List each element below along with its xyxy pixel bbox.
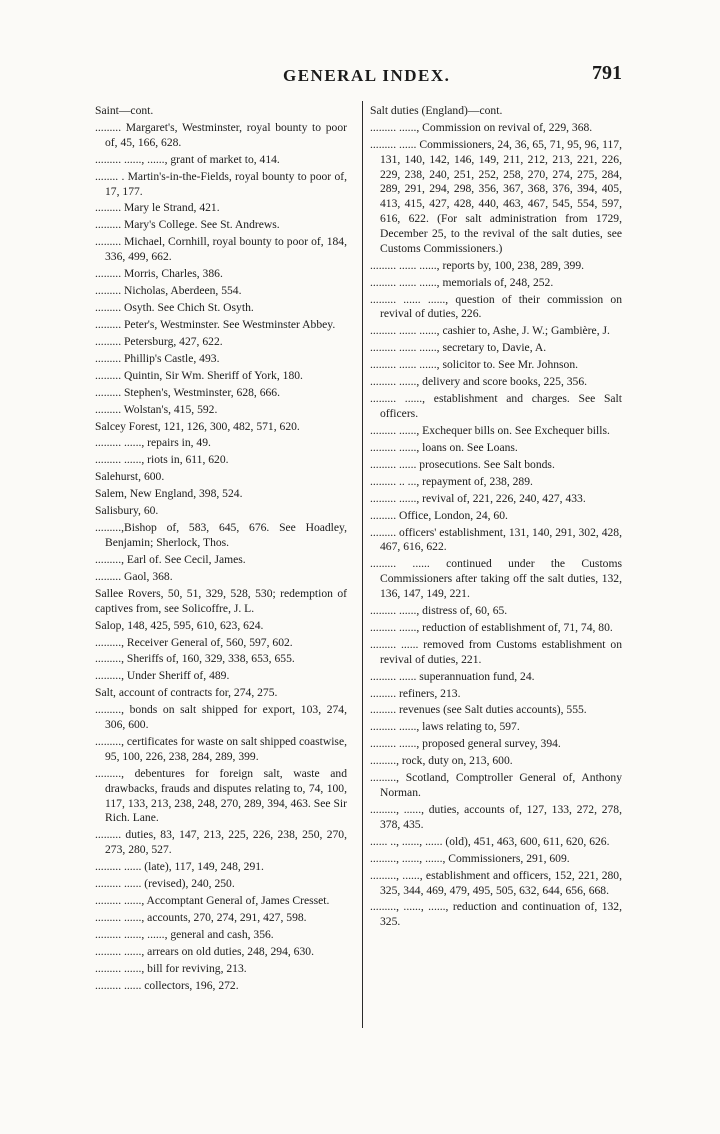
index-entry: .........,Bishop of, 583, 645, 676. See Hoadley, Benjamin; Sherlock, Thos.: [95, 521, 347, 549]
index-entry: ......... Phillip's Castle, 493.: [95, 351, 220, 365]
index-entry: ......... ......, Exchequer bills on. See Exchequer bills.: [370, 423, 610, 437]
running-title: GENERAL INDEX.: [283, 66, 451, 85]
index-entry: ......... ......, arrears on old duties, 248, 294, 630.: [95, 944, 314, 958]
index-entry: Salcey Forest, 121, 126, 300, 482, 571, 620.: [95, 419, 300, 433]
index-entry: ...... .., ......, ...... (old), 451, 463, 600, 611, 620, 626.: [370, 834, 610, 848]
index-entry: ........., ......, duties, accounts of, 127, 133, 272, 278, 378, 435.: [370, 803, 622, 831]
page-header: [0, 60, 720, 88]
index-entry: ......... Office, London, 24, 60.: [370, 508, 508, 522]
index-entry: ......... ...... prosecutions. See Salt bonds.: [370, 457, 555, 471]
index-entry: ......... ......, ......, grant of market to, 414.: [95, 152, 280, 166]
index-entry: ......... Mary le Strand, 421.: [95, 201, 220, 215]
index-entry: ......... Peter's, Westminster. See Westminster Abbey.: [95, 317, 336, 331]
index-entry: Salop, 148, 425, 595, 610, 623, 624.: [95, 618, 264, 632]
index-entry: ........., Receiver General of, 560, 597, 602.: [95, 635, 293, 649]
index-entry: ........., ......, ......, Commissioners, 291, 609.: [370, 851, 570, 865]
index-entry: ......... Petersburg, 427, 622.: [95, 334, 223, 348]
index-entry: ......... Margaret's, Westminster, royal bounty to poor of, 45, 166, 628.: [95, 120, 347, 149]
index-entry: ........., rock, duty on, 213, 600.: [370, 754, 513, 768]
index-entry: ......... ...... continued under the Customs Commissioners after taking off the salt duties, 132, 136, 147, 149, 221.: [370, 557, 622, 600]
index-entry: ........ . Martin's-in-the-Fields, royal bounty to poor of, 17, 177.: [95, 169, 347, 198]
index-entry: ......... ......, establishment and charges. See Salt officers.: [370, 392, 622, 420]
index-entry: ......... .. ..., repayment of, 238, 289.: [370, 474, 533, 488]
index-entry: ......... Stephen's, Westminster, 628, 666.: [95, 385, 281, 399]
index-entry: Salem, New England, 398, 524.: [95, 487, 243, 501]
index-entry: ......... ......, proposed general survey, 394.: [370, 737, 561, 751]
index-entry: ......... refiners, 213.: [370, 686, 461, 700]
index-entry: ......... ......, delivery and score books, 225, 356.: [370, 375, 588, 389]
index-entry: ........., Under Sheriff of, 489.: [95, 669, 230, 683]
index-entry: ........., bonds on salt shipped for export, 103, 274, 306, 600.: [95, 703, 347, 732]
index-entry: ........., ......, ......, reduction and continuation of, 132, 325.: [370, 900, 622, 929]
index-entry: Saint—cont.: [95, 104, 154, 117]
index-entry: ........., ......, establishment and officers, 152, 221, 280, 325, 344, 469, 479, 495, 505, 632, 644, 656, 668.: [370, 868, 622, 897]
index-entry: ......... ......, Accomptant General of, James Cresset.: [95, 893, 330, 907]
index-entry: ......... Nicholas, Aberdeen, 554.: [95, 284, 242, 298]
index-entry: ......... ...... Commissioners, 24, 36, 65, 71, 95, 96, 117, 131, 140, 142, 146, 149, 211, 212, 213, 221, 226, 229, 238, 240, 251, 252, 258, 270, 274, 275, 284, 289, 291, 294, 298, 356, 367, 368, 376, 394, 405, 413, 415, 427, 428, 440, 463, 467, 545, 554, 597, 616, 622. (For salt administration from 1729, December 25, to the revival of the salt duties, see Customs Commissioners.): [370, 137, 622, 255]
left-column: [95, 104, 347, 996]
index-entry: ......... ...... ......, cashier to, Ashe, J. W.; Gambière, J.: [370, 324, 610, 338]
index-entry: ......... ...... ......, reports by, 100, 238, 289, 399.: [370, 258, 585, 272]
index-entry: ......... ......, loans on. See Loans.: [370, 440, 518, 454]
column-divider: [362, 101, 363, 1028]
index-entry: ......... ...... superannuation fund, 24.: [370, 669, 535, 683]
index-entry: ......... ...... ......, memorials of, 248, 252.: [370, 275, 554, 289]
index-entry: ......... ...... (revised), 240, 250.: [95, 877, 235, 891]
index-entry: ........., Sheriffs of, 160, 329, 338, 653, 655.: [95, 652, 295, 666]
index-entry: ......... Mary's College. See St. Andrews.: [95, 218, 280, 232]
index-entry: ......... Morris, Charles, 386.: [95, 267, 223, 281]
index-entry: ......... ......, Commission on revival of, 229, 368.: [370, 120, 593, 134]
index-entry: ......... officers' establishment, 131, 140, 291, 302, 428, 467, 616, 622.: [370, 525, 622, 554]
index-entry: ......... ......, riots in, 611, 620.: [95, 453, 229, 467]
index-entry: ......... Wolstan's, 415, 592.: [95, 402, 218, 416]
index-entry: ......... duties, 83, 147, 213, 225, 226, 238, 250, 270, 273, 280, 527.: [95, 828, 347, 857]
index-entry: ......... ...... ......, question of their commission on revival of duties, 226.: [370, 292, 622, 321]
index-entry: ......... ...... ......, secretary to, Davie, A.: [370, 341, 547, 355]
index-entry: ......... ......, laws relating to, 597.: [370, 720, 520, 734]
index-entry: Salt duties (England)—cont.: [370, 104, 503, 117]
index-entry: ......... Osyth. See Chich St. Osyth.: [95, 300, 254, 314]
right-column: [370, 104, 622, 932]
index-entry: ......... ......, distress of, 60, 65.: [370, 603, 508, 617]
index-entry: ........., certificates for waste on salt shipped coastwise, 95, 100, 226, 238, 284, 289, 399.: [95, 735, 347, 763]
index-entry: ......... ......, ......, general and cash, 356.: [95, 927, 274, 941]
index-entry: Sallee Rovers, 50, 51, 329, 528, 530; redemption of captives from, see Solicoffre, J. L.: [95, 586, 347, 615]
index-entry: ......... ......, bill for reviving, 213.: [95, 961, 247, 975]
index-entry: ......... ...... removed from Customs establishment on revival of duties, 221.: [370, 637, 622, 666]
index-entry: ......... ...... (late), 117, 149, 248, 291.: [95, 860, 264, 874]
index-entry: ......... ......, revival of, 221, 226, 240, 427, 433.: [370, 491, 586, 505]
index-entry: ........., Earl of. See Cecil, James.: [95, 552, 246, 566]
page-number: 791: [592, 62, 622, 84]
index-entry: Salisbury, 60.: [95, 504, 159, 518]
index-entry: ......... Quintin, Sir Wm. Sheriff of York, 180.: [95, 368, 303, 382]
index-entry: ........., debentures for foreign salt, waste and drawbacks, frauds and disputes relating to, 74, 100, 117, 133, 213, 238, 248, 270, 289, 394, 463. See Sir Rich. Lane.: [95, 766, 347, 825]
index-entry: ......... ......, reduction of establishment of, 71, 74, 80.: [370, 620, 613, 634]
index-entry: ........., Scotland, Comptroller General of, Anthony Norman.: [370, 771, 622, 800]
index-entry: ......... Gaol, 368.: [95, 569, 173, 583]
index-entry: ......... ...... collectors, 196, 272.: [95, 978, 239, 992]
index-entry: ......... ......, repairs in, 49.: [95, 436, 211, 450]
index-entry: Salehurst, 600.: [95, 470, 165, 484]
index-entry: ......... revenues (see Salt duties accounts), 555.: [370, 703, 587, 717]
index-entry: ......... ......, accounts, 270, 274, 291, 427, 598.: [95, 910, 307, 924]
index-entry: Salt, account of contracts for, 274, 275.: [95, 686, 278, 700]
index-entry: ......... ...... ......, solicitor to. See Mr. Johnson.: [370, 358, 579, 372]
index-entry: ......... Michael, Cornhill, royal bounty to poor of, 184, 336, 499, 662.: [95, 235, 347, 264]
